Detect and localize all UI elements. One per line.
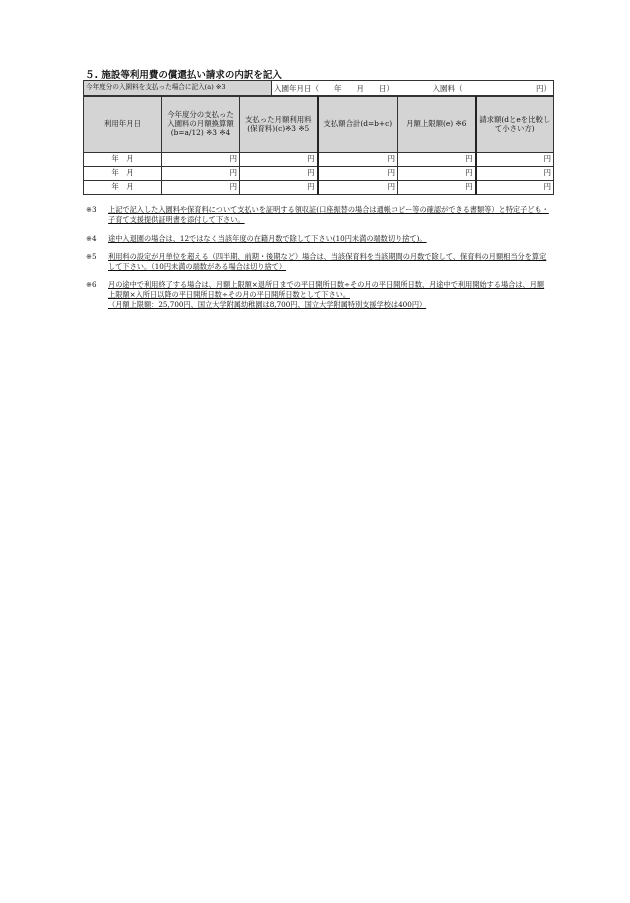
claim-amount-cell[interactable]: 円: [476, 167, 554, 181]
note-3: [86, 205, 551, 225]
monthly-cap-amounts: （月額上限額：25,700円、国立大学附属幼稚園は8,700円、国立大学附属特別支援学校は400円）: [108, 300, 427, 309]
claim-amount-cell[interactable]: 円: [476, 153, 554, 167]
header-monthly-cap: 月額上限額(e) ※6: [398, 97, 476, 153]
entry-fee-field[interactable]: [431, 81, 554, 96]
monthly-cap-cell[interactable]: 円: [398, 181, 476, 195]
entry-fee-label: 今年度分の入園料を支払った場合に記入(a) ※3: [84, 81, 272, 96]
monthly-fee-cell[interactable]: 円: [240, 167, 318, 181]
section-title: ５. 施設等利用費の償還払い請求の内訳を記入: [85, 70, 282, 81]
table-header-row: [84, 97, 554, 153]
note-mark: ※3: [86, 205, 97, 214]
table-row: [84, 167, 554, 181]
monthly-entry-fee-cell[interactable]: 円: [162, 167, 240, 181]
monthly-entry-fee-cell[interactable]: 円: [162, 153, 240, 167]
total-paid-cell[interactable]: 円: [318, 153, 398, 167]
header-total-paid: 支払額合計(d=b+c): [318, 97, 398, 153]
note-mark: ※5: [86, 252, 97, 261]
entry-fee-bar: [83, 80, 554, 96]
monthly-entry-fee-cell[interactable]: 円: [162, 181, 240, 195]
note-text: 月の途中で利用終了する場合は、月額上限額×退所日までの平日開所日数÷その月の平日開所日数、月途中で利用開始する場合は、月額上限額×入所日以降の平日開所日数÷その月の平日開所日数として下さい。: [108, 280, 545, 299]
table-row: [84, 153, 554, 167]
header-claim-amount: 請求額(dとeを比較して小さい方): [476, 97, 554, 153]
usage-month-cell[interactable]: 年 月: [84, 167, 162, 181]
table-row: [84, 181, 554, 195]
header-monthly-entry-fee: 今年度分の支払った入園料の月額換算額(b=a/12) ※3 ※4: [162, 97, 240, 153]
total-paid-cell[interactable]: 円: [318, 167, 398, 181]
usage-month-cell[interactable]: 年 月: [84, 181, 162, 195]
monthly-fee-cell[interactable]: 円: [240, 181, 318, 195]
monthly-fee-cell[interactable]: 円: [240, 153, 318, 167]
header-usage-month: 利用年月日: [84, 97, 162, 153]
note-5: [86, 252, 551, 272]
usage-month-cell[interactable]: 年 月: [84, 153, 162, 167]
total-paid-cell[interactable]: 円: [318, 181, 398, 195]
breakdown-table: [83, 96, 554, 195]
claim-amount-cell[interactable]: 円: [476, 181, 554, 195]
note-mark: ※4: [86, 234, 97, 243]
note-4: [86, 234, 551, 244]
note-mark: ※6: [86, 280, 97, 289]
entry-fee-unit: 円）: [536, 83, 551, 93]
monthly-cap-cell[interactable]: 円: [398, 167, 476, 181]
header-monthly-fee: 支払った月額利用料(保育料)(c)※3 ※5: [240, 97, 318, 153]
entry-date-field[interactable]: 入園年月日（ 年 月 日）: [272, 81, 431, 96]
entry-fee-prefix: 入園料（: [432, 83, 463, 93]
note-6: [86, 280, 551, 310]
note-text: 上記で記入した入園料や保育料について支払いを証明する領収証(口座振替の場合は通帳コピー等の確認ができる書類等）と特定子ども・子育て支援提供証明書を添付して下さい。: [108, 205, 549, 224]
note-text: 途中入退園の場合は、12ではなく当該年度の在籍月数で除して下さい(10円未満の端数切り捨て)。: [108, 234, 427, 243]
monthly-cap-cell[interactable]: 円: [398, 153, 476, 167]
note-text: 利用料の設定が月単位を超える（四半期、前期・後期など）場合は、当該保育料を当該期間の月数で除して、保育料の月額相当分を算定して下さい。（10円未満の端数がある場合は切り捨て）: [108, 252, 547, 271]
